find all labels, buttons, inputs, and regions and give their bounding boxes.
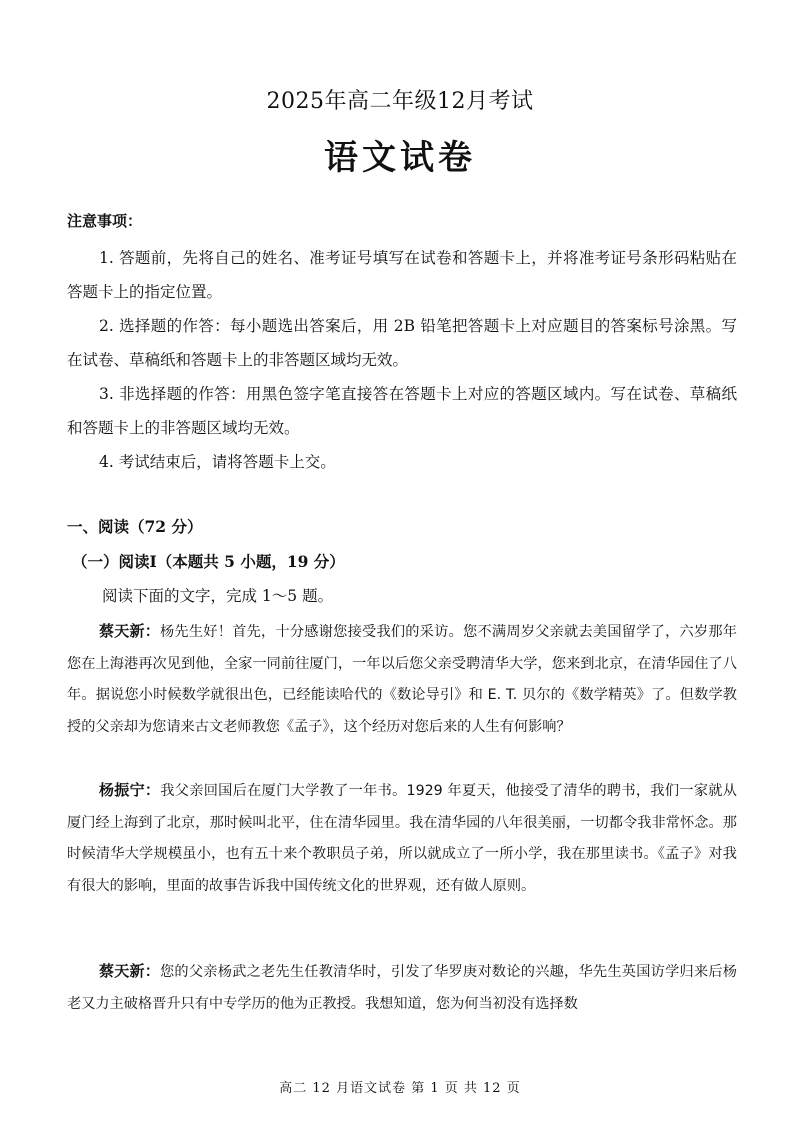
speaker-label: 蔡天新： — [99, 962, 160, 980]
subject-title: 语文试卷 — [324, 138, 476, 178]
speaker-label: 蔡天新： — [99, 622, 160, 640]
page-footer: 高二 12 月语文试卷 第 1 页 共 12 页 — [279, 1081, 521, 1096]
notice-item-3: 3. 非选择题的作答：用黑色签字笔直接答在答题卡上对应的答题区域内。写在试卷、草稿纸和答题卡上的非答题区域均无效。 — [67, 385, 737, 437]
dialogue-text: 我父亲回国后在厦门大学教了一年书。1929 年夏天，他接受了清华的聘书，我们一家就从厦门经上海到了北京，那时候叫北平，住在清华园里。我在清华园的八年很美丽，一切都令我非常怀念。那时候清华大学规模虽小，也有五十来个教职员子弟，所以就成立了一所小学，我在那里读书。《孟子》对我有很大的影响，里面的故事告诉我中国传统文化的世界观，还有做人原则。 — [67, 783, 737, 894]
notice-item-4: 4. 考试结束后，请将答题卡上交。 — [99, 453, 336, 471]
dialogue-text: 杨先生好！首先，十分感谢您接受我们的采访。您不满周岁父亲就去美国留学了，六岁那年您在上海港再次见到他，全家一同前往厦门，一年以后您父亲受聘清华大学，您来到北京，在清华园住了八年。据说您小时候数学就很出色，已经能读哈代的《数论导引》和 E. T. 贝尔的《数学精英》了。但数学教授的父亲却为您请来古文老师教您《孟子》，这个经历对您后来的人生有何影响？ — [67, 624, 737, 735]
subsection-heading: （一）阅读Ⅰ（本题共 5 小题，19 分） — [72, 552, 345, 571]
section-heading: 一、阅读（72 分） — [67, 517, 203, 536]
notice-heading: 注意事项： — [67, 212, 143, 230]
dialogue-text: 您的父亲杨武之老先生任教清华时，引发了华罗庚对数论的兴趣，华先生英国访学归来后杨老又力主破格晋升只有中专学历的他为正教授。我想知道，您为何当初没有选择数 — [67, 964, 737, 1012]
reading-instruction: 阅读下面的文字，完成 1～5 题。 — [102, 587, 334, 605]
notice-item-2: 2. 选择题的作答：每小题选出答案后，用 2B 铅笔把答题卡上对应题目的答案标号涂黑。写在试卷、草稿纸和答题卡上的非答题区域均无效。 — [67, 317, 737, 369]
dialogue-paragraph-2 — [67, 775, 737, 902]
notice-item-1: 1. 答题前，先将自己的姓名、准考证号填写在试卷和答题卡上，并将准考证号条形码粘贴在答题卡上的指定位置。 — [67, 249, 737, 301]
speaker-label: 杨振宁： — [99, 781, 161, 799]
dialogue-paragraph-3 — [67, 956, 737, 1020]
dialogue-paragraph-1 — [67, 616, 737, 743]
exam-title: 2025年高二年级12月考试 — [266, 89, 534, 114]
